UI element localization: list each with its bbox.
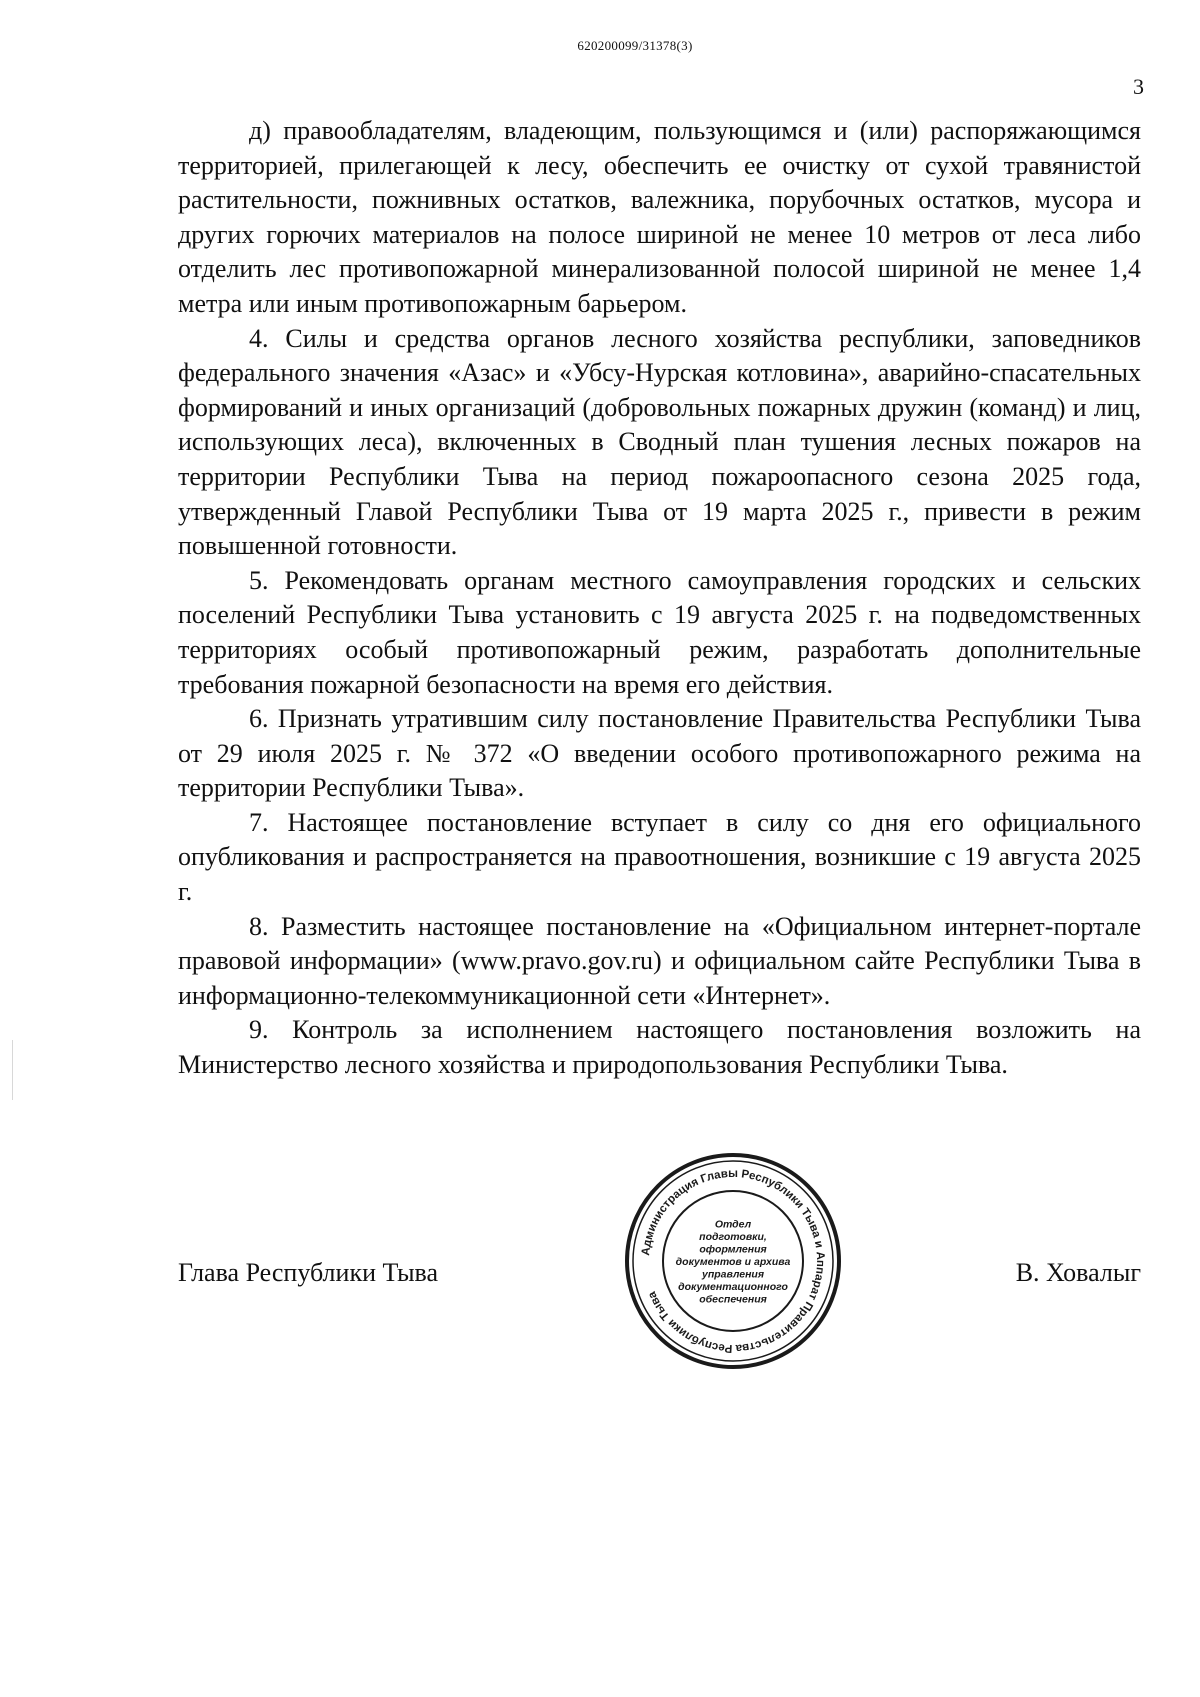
signer-name: В. Ховалыг bbox=[1015, 1258, 1141, 1287]
seal-center-line: документов и архива bbox=[675, 1256, 791, 1268]
seal-ring-text-path: Администрация Главы Республики Тыва и Аппарат Правительства Республики Тыва bbox=[640, 1167, 827, 1355]
paragraph-9: 9. Контроль за исполнением настоящего постановления возложить на Министерство лесного хозяйства и природопользования Республики Тыва. bbox=[178, 1015, 1141, 1080]
signer-position: Глава Республики Тыва bbox=[178, 1258, 439, 1287]
seal-center-line: управления bbox=[701, 1268, 765, 1281]
page-number: 3 bbox=[1133, 74, 1144, 99]
official-seal-stamp bbox=[622, 1150, 844, 1372]
seal-center-line: Отдел bbox=[714, 1218, 752, 1231]
seal-center-line: подготовки, bbox=[699, 1231, 767, 1243]
seal-center-line: документационного bbox=[678, 1281, 788, 1293]
paragraph-item-d: д) правообладателям, владеющим, пользующимся и (или) распоряжающимся территорией, прилегающей к лесу, обеспечить ее очистку от сухой травянистой растительности, пожнивных остатков, валежника, порубочных остатков, мусора и других горючих материалов на полосе шириной не менее 10 метров от леса либо отделить лес противопожарной минерализованной полосой шириной не менее 1,4 метра или иным противопожарным барьером. bbox=[178, 116, 1141, 318]
document-registration-number: 620200099/31378(3) bbox=[577, 38, 693, 53]
paragraph-7: 7. Настоящее постановление вступает в силу со дня его официального опубликования и распространяется на правоотношения, возникшие с 19 августа 2025 г. bbox=[178, 807, 1141, 907]
paragraph-6: 6. Признать утратившим силу постановление Правительства Республики Тыва от 29 июля 2025 г. № 372 «О введении особого противопожарного режима на территории Республики Тыва». bbox=[178, 704, 1141, 803]
seal-center-line: оформления bbox=[699, 1243, 767, 1256]
paragraph-4: 4. Силы и средства органов лесного хозяйства республики, заповедников федерального значения «Азас» и «Убсу-Нурская котловина», аварийно-спасательных формирований и иных организаций (добровольных пожарных дружин (команд) и лиц, использующих леса), включенных в Сводный план тушения лесных пожаров на территории Республики Тыва на период пожароопасного сезона 2025 года, утвержденный Главой Республики Тыва от 19 марта 2025 г., привести в режим повышенной готовности. bbox=[178, 323, 1141, 561]
seal-center-line: обеспечения bbox=[699, 1293, 767, 1306]
scan-margin-mark bbox=[12, 1040, 13, 1100]
paragraph-8: 8. Разместить настоящее постановление на «Официальном интернет-портале правовой информации» (www.pravo.gov.ru) и официальном сайте Республики Тыва в информационно-телекоммуникационной сети «Интернет». bbox=[178, 911, 1141, 1010]
paragraph-5: 5. Рекомендовать органам местного самоуправления городских и сельских поселений Республики Тыва установить с 19 августа 2025 г. на подведомственных территориях особый противопожарный режим, разработать дополнительные требования пожарной безопасности на время его действия. bbox=[178, 565, 1141, 699]
document-body bbox=[178, 114, 1141, 1083]
